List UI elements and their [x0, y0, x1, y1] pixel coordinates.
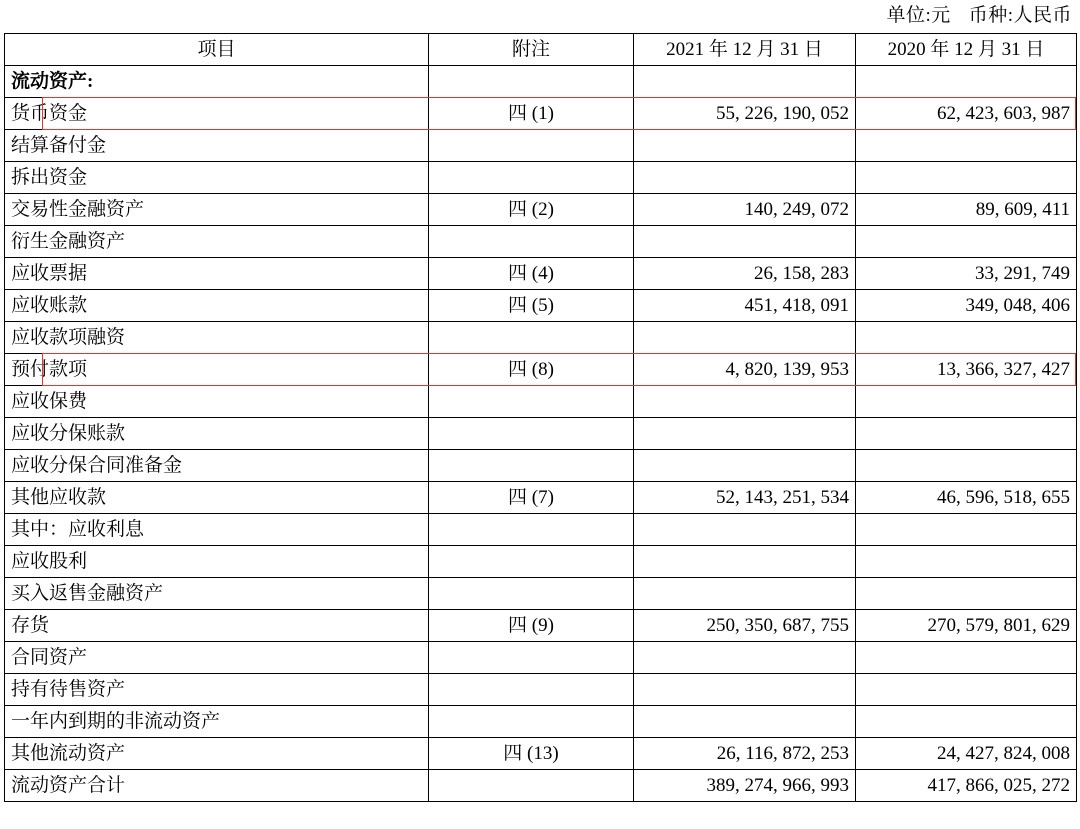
- row-item-label: 应收分保账款: [5, 418, 429, 450]
- row-amount-2021: [634, 514, 856, 546]
- table-row: [5, 546, 1077, 578]
- row-note: [429, 66, 634, 98]
- row-note: [429, 674, 634, 706]
- table-row: [5, 290, 1077, 322]
- unit-currency-line: [0, 0, 1080, 33]
- row-amount-2021: [634, 322, 856, 354]
- row-amount-2021: 26, 158, 283: [634, 258, 856, 290]
- row-amount-2021: [634, 674, 856, 706]
- row-item-label: 其他应收款: [5, 482, 429, 514]
- row-amount-2020: 24, 427, 824, 008: [856, 738, 1077, 770]
- row-item-label: 应收账款: [5, 290, 429, 322]
- row-note: 四 (13): [429, 738, 634, 770]
- table-row: [5, 770, 1077, 802]
- row-item-label: 合同资产: [5, 642, 429, 674]
- row-note: 四 (5): [429, 290, 634, 322]
- row-item-label: 衍生金融资产: [5, 226, 429, 258]
- row-item-label: 存货: [5, 610, 429, 642]
- row-note: [429, 418, 634, 450]
- row-amount-2020: [856, 386, 1077, 418]
- row-note: [429, 162, 634, 194]
- row-note: 四 (9): [429, 610, 634, 642]
- row-amount-2020: 13, 366, 327, 427: [856, 354, 1077, 386]
- column-header-2021: 2021 年 12 月 31 日: [634, 34, 856, 66]
- row-item-label: 流动资产:: [5, 66, 429, 98]
- row-note: [429, 130, 634, 162]
- row-amount-2021: 140, 249, 072: [634, 194, 856, 226]
- row-item-label: 持有待售资产: [5, 674, 429, 706]
- table-row: [5, 514, 1077, 546]
- table-row: [5, 194, 1077, 226]
- row-amount-2020: [856, 642, 1077, 674]
- row-note: 四 (2): [429, 194, 634, 226]
- row-note: 四 (7): [429, 482, 634, 514]
- table-row: [5, 98, 1077, 130]
- row-item-label: 预付款项: [5, 354, 429, 386]
- row-note: [429, 514, 634, 546]
- row-amount-2020: [856, 514, 1077, 546]
- row-note: [429, 450, 634, 482]
- row-amount-2020: [856, 162, 1077, 194]
- table-body: [5, 66, 1077, 802]
- balance-sheet-table: [4, 33, 1077, 802]
- row-amount-2021: 250, 350, 687, 755: [634, 610, 856, 642]
- row-amount-2020: 89, 609, 411: [856, 194, 1077, 226]
- row-note: [429, 226, 634, 258]
- row-item-label: 应收股利: [5, 546, 429, 578]
- row-note: 四 (4): [429, 258, 634, 290]
- table-row: [5, 578, 1077, 610]
- row-item-label: 货币资金: [5, 98, 429, 130]
- row-item-label: 其他流动资产: [5, 738, 429, 770]
- row-amount-2021: [634, 66, 856, 98]
- row-item-label: 一年内到期的非流动资产: [5, 706, 429, 738]
- row-amount-2020: [856, 130, 1077, 162]
- row-note: 四 (8): [429, 354, 634, 386]
- row-amount-2021: [634, 226, 856, 258]
- row-item-label: 应收票据: [5, 258, 429, 290]
- row-amount-2020: [856, 66, 1077, 98]
- unit-label: 单位:元: [886, 5, 951, 26]
- row-amount-2021: 55, 226, 190, 052: [634, 98, 856, 130]
- row-amount-2021: [634, 546, 856, 578]
- row-amount-2020: [856, 546, 1077, 578]
- row-amount-2020: 62, 423, 603, 987: [856, 98, 1077, 130]
- row-amount-2020: [856, 418, 1077, 450]
- row-amount-2021: [634, 706, 856, 738]
- row-note: [429, 546, 634, 578]
- table-row: [5, 738, 1077, 770]
- table-row: [5, 162, 1077, 194]
- table-row: [5, 354, 1077, 386]
- row-amount-2021: [634, 578, 856, 610]
- row-amount-2020: 349, 048, 406: [856, 290, 1077, 322]
- row-amount-2021: [634, 642, 856, 674]
- row-item-label: 其中：应收利息: [5, 514, 429, 546]
- row-amount-2020: [856, 578, 1077, 610]
- row-amount-2021: 451, 418, 091: [634, 290, 856, 322]
- currency-label: 币种:人民币: [968, 5, 1072, 26]
- row-amount-2020: 270, 579, 801, 629: [856, 610, 1077, 642]
- row-amount-2020: [856, 322, 1077, 354]
- row-amount-2021: 26, 116, 872, 253: [634, 738, 856, 770]
- row-amount-2021: [634, 162, 856, 194]
- row-amount-2021: [634, 418, 856, 450]
- row-note: [429, 706, 634, 738]
- row-amount-2021: [634, 130, 856, 162]
- row-amount-2020: [856, 450, 1077, 482]
- row-amount-2020: [856, 706, 1077, 738]
- row-amount-2020: 33, 291, 749: [856, 258, 1077, 290]
- table-row: [5, 130, 1077, 162]
- row-item-label: 流动资产合计: [5, 770, 429, 802]
- row-item-label: 应收分保合同准备金: [5, 450, 429, 482]
- row-amount-2020: 417, 866, 025, 272: [856, 770, 1077, 802]
- row-item-label: 应收保费: [5, 386, 429, 418]
- row-amount-2021: 4, 820, 139, 953: [634, 354, 856, 386]
- table-row: [5, 322, 1077, 354]
- table-row: [5, 450, 1077, 482]
- row-amount-2021: [634, 450, 856, 482]
- row-amount-2020: [856, 226, 1077, 258]
- table-row: [5, 706, 1077, 738]
- table-row: [5, 674, 1077, 706]
- column-header-note: 附注: [429, 34, 634, 66]
- row-item-label: 应收款项融资: [5, 322, 429, 354]
- table-row: [5, 642, 1077, 674]
- column-header-2020: 2020 年 12 月 31 日: [856, 34, 1077, 66]
- row-amount-2021: 52, 143, 251, 534: [634, 482, 856, 514]
- column-header-item: 项目: [5, 34, 429, 66]
- row-note: 四 (1): [429, 98, 634, 130]
- row-item-label: 拆出资金: [5, 162, 429, 194]
- row-amount-2021: [634, 386, 856, 418]
- row-note: [429, 386, 634, 418]
- table-row: [5, 66, 1077, 98]
- table-row: [5, 226, 1077, 258]
- row-item-label: 结算备付金: [5, 130, 429, 162]
- row-amount-2020: [856, 674, 1077, 706]
- row-item-label: 交易性金融资产: [5, 194, 429, 226]
- row-note: [429, 578, 634, 610]
- table-row: [5, 418, 1077, 450]
- row-amount-2021: 389, 274, 966, 993: [634, 770, 856, 802]
- row-note: [429, 642, 634, 674]
- table-header-row: [5, 34, 1077, 66]
- row-note: [429, 322, 634, 354]
- table-row: [5, 482, 1077, 514]
- row-note: [429, 770, 634, 802]
- table-row: [5, 386, 1077, 418]
- row-item-label: 买入返售金融资产: [5, 578, 429, 610]
- table-row: [5, 258, 1077, 290]
- table-row: [5, 610, 1077, 642]
- row-amount-2020: 46, 596, 518, 655: [856, 482, 1077, 514]
